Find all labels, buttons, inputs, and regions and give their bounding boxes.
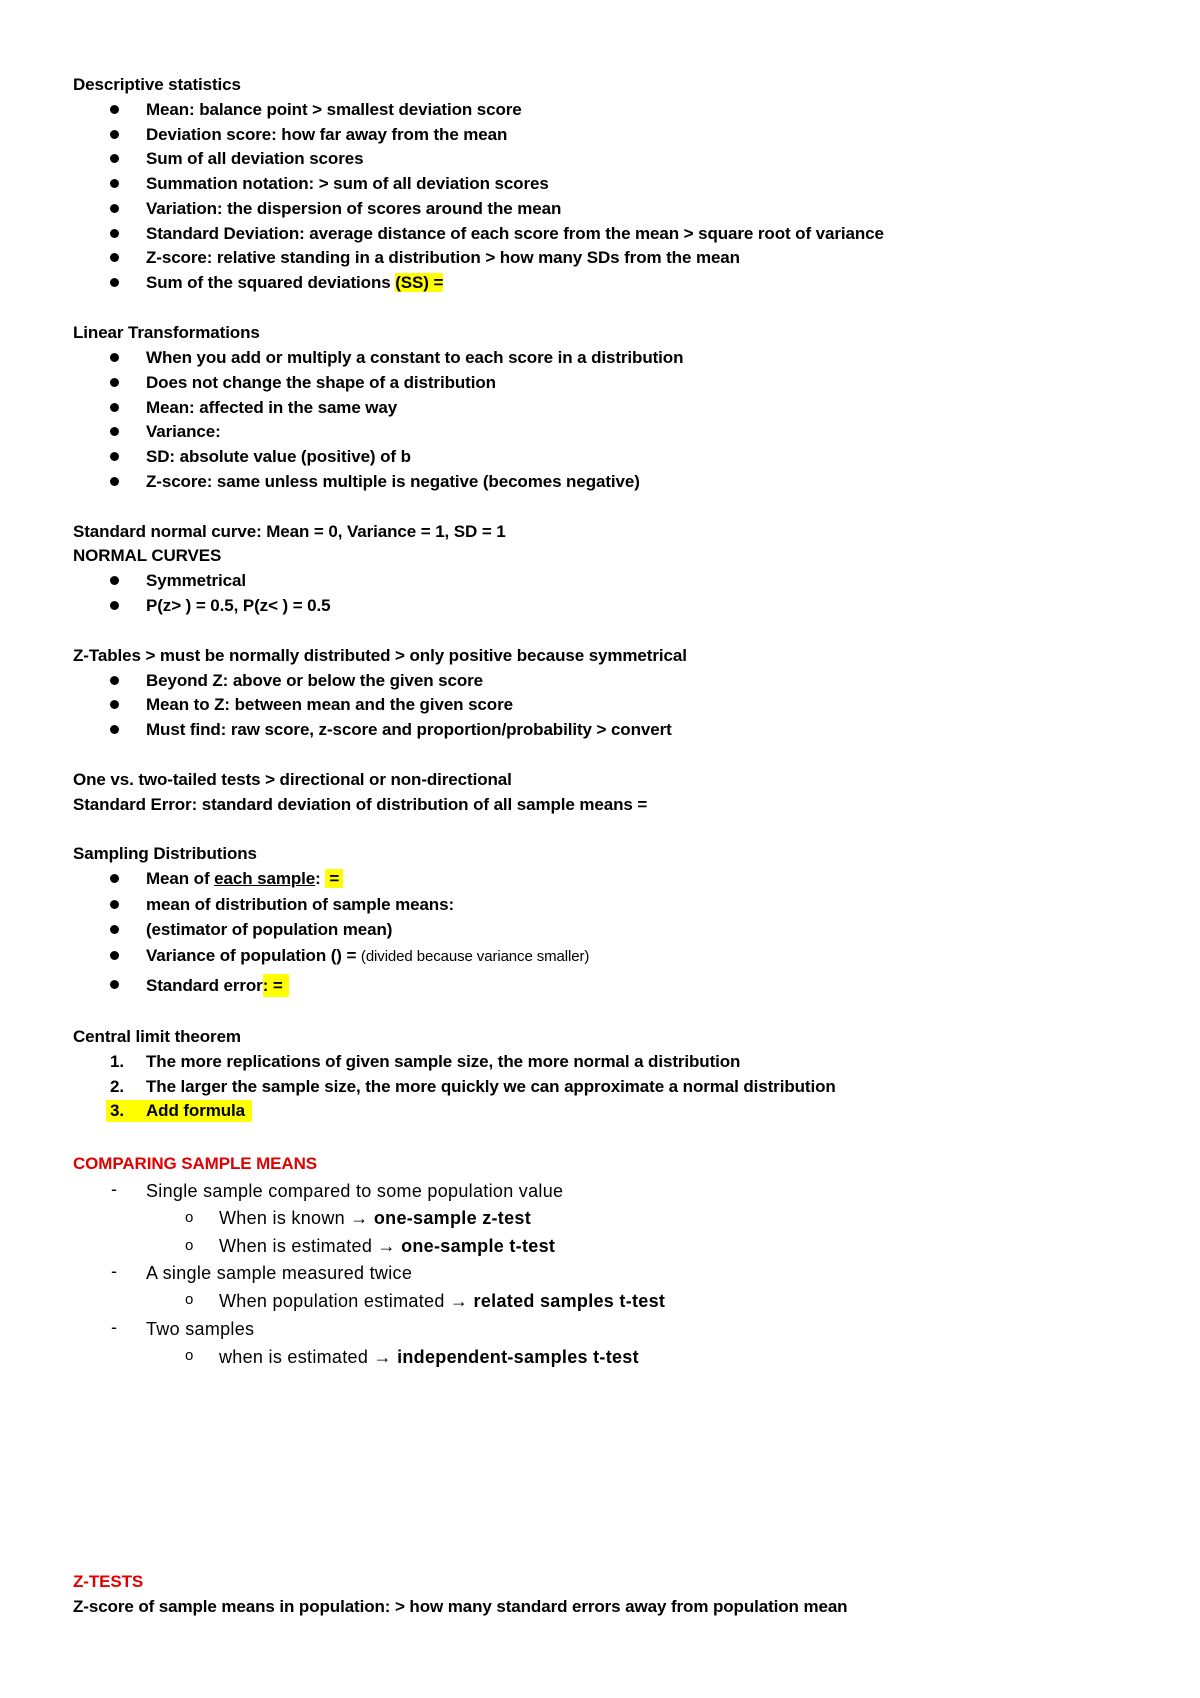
list-item: Summation notation: > sum of all deviation scores <box>146 174 549 193</box>
bullet-icon <box>110 130 119 139</box>
heading-descriptive-statistics: Descriptive statistics <box>73 75 241 94</box>
bullet-icon <box>110 403 119 412</box>
dash-bullet: - <box>111 1261 118 1281</box>
bullet-icon <box>110 378 119 387</box>
bullet-icon <box>110 179 119 188</box>
circle-bullet: o <box>185 1237 194 1254</box>
list-item: Sum of all deviation scores <box>146 149 364 168</box>
bullet-icon <box>110 105 119 114</box>
dash-bullet: - <box>111 1317 118 1337</box>
list-item: When you add or multiply a constant to each score in a distribution <box>146 348 684 367</box>
sub-item-text: When is known → <box>219 1208 374 1228</box>
bullet-icon <box>110 951 119 960</box>
bullet-icon <box>110 676 119 685</box>
list-item: Two samples <box>146 1319 255 1339</box>
list-number: 1. <box>110 1052 124 1071</box>
list-item: The more replications of given sample size, the more normal a distribution <box>146 1052 741 1071</box>
bullet-icon <box>110 874 119 883</box>
list-item: Z-score: same unless multiple is negative (becomes negative) <box>146 472 640 491</box>
standard-error-text: Standard error <box>146 976 263 995</box>
list-item: Deviation score: how far away from the mean <box>146 125 508 144</box>
test-name: independent-samples t-test <box>397 1347 639 1367</box>
heading-sampling-distributions: Sampling Distributions <box>73 844 257 863</box>
heading-central-limit-theorem: Central limit theorem <box>73 1027 241 1046</box>
list-item: Mean: affected in the same way <box>146 398 398 417</box>
list-item: P(z> ) = 0.5, P(z< ) = 0.5 <box>146 596 331 615</box>
list-item: Beyond Z: above or below the given score <box>146 671 484 690</box>
variance-text: Variance of population () = <box>146 946 361 965</box>
test-name: one-sample t-test <box>401 1236 556 1256</box>
sub-item-text: when is estimated → <box>219 1347 398 1367</box>
standard-normal-curve-line: Standard normal curve: Mean = 0, Variance = 1, SD = 1 <box>73 522 506 541</box>
bullet-icon <box>110 427 119 436</box>
z-score-sample-means-line: Z-score of sample means in population: > how many standard errors away from population mean <box>73 1597 848 1616</box>
bullet-icon <box>110 725 119 734</box>
bullet-icon <box>110 229 119 238</box>
bullet-icon <box>110 353 119 362</box>
list-item: Must find: raw score, z-score and proportion/probability > convert <box>146 720 672 739</box>
ss-text: Sum of the squared deviations <box>146 273 396 292</box>
list-item-one-sample-t <box>219 1235 555 1257</box>
list-item: Standard Deviation: average distance of each score from the mean > square root of variance <box>146 224 884 243</box>
list-number: 2. <box>110 1077 124 1096</box>
mean-each-colon: : <box>315 869 326 888</box>
test-name: related samples t-test <box>473 1291 666 1311</box>
standard-error-line: Standard Error: standard deviation of distribution of all sample means = <box>73 795 648 814</box>
bullet-icon <box>110 477 119 486</box>
heading-normal-curves: NORMAL CURVES <box>73 546 222 565</box>
variance-note: (divided because variance smaller) <box>360 948 590 965</box>
list-item-mean-each-sample <box>146 868 343 890</box>
circle-bullet: o <box>185 1347 194 1364</box>
list-item: (estimator of population mean) <box>146 920 393 939</box>
heading-comparing-sample-means: COMPARING SAMPLE MEANS <box>73 1154 317 1173</box>
list-item: SD: absolute value (positive) of b <box>146 447 411 466</box>
sub-item-text: When is estimated → <box>219 1236 402 1256</box>
bullet-icon <box>110 900 119 909</box>
bullet-icon <box>110 154 119 163</box>
each-sample-underlined: each sample <box>214 869 316 888</box>
list-item-variance-of-population <box>146 945 589 968</box>
list-number: 3. <box>110 1101 124 1120</box>
heading-linear-transformations: Linear Transformations <box>73 323 260 342</box>
test-name: one-sample z-test <box>373 1208 531 1228</box>
bullet-icon <box>110 980 119 989</box>
mean-each-highlight: = <box>325 869 343 888</box>
tails-line: One vs. two-tailed tests > directional or non-directional <box>73 770 512 789</box>
list-item-related-samples <box>219 1290 665 1312</box>
list-item-sum-of-squares <box>146 272 443 294</box>
list-item: Variance: <box>146 422 221 441</box>
bullet-icon <box>110 253 119 262</box>
list-item: Z-score: relative standing in a distribution > how many SDs from the mean <box>146 248 740 267</box>
bullet-icon <box>110 576 119 585</box>
list-item-independent-samples <box>219 1346 639 1368</box>
list-item-standard-error <box>146 973 289 999</box>
dash-bullet: - <box>111 1179 118 1199</box>
bullet-icon <box>110 925 119 934</box>
circle-bullet: o <box>185 1209 194 1226</box>
heading-z-tables: Z-Tables > must be normally distributed > only positive because symmetrical <box>73 646 687 665</box>
bullet-icon <box>110 204 119 213</box>
list-item: A single sample measured twice <box>146 1263 413 1283</box>
bullet-icon <box>110 278 119 287</box>
bullet-icon <box>110 452 119 461</box>
sub-item-text: When population estimated → <box>219 1291 474 1311</box>
bullet-icon <box>110 601 119 610</box>
list-item-one-sample-z <box>219 1207 531 1229</box>
standard-error-highlight: : = <box>263 974 289 997</box>
list-item: mean of distribution of sample means: <box>146 895 455 914</box>
add-formula-text: Add formula <box>146 1101 246 1120</box>
list-item: The larger the sample size, the more quickly we can approximate a normal distribution <box>146 1077 836 1096</box>
bullet-icon <box>110 700 119 709</box>
list-item: Single sample compared to some population value <box>146 1181 564 1201</box>
list-item: Does not change the shape of a distribution <box>146 373 496 392</box>
circle-bullet: o <box>185 1291 194 1308</box>
list-item: Symmetrical <box>146 571 247 590</box>
highlighted-list-item <box>106 1100 252 1122</box>
list-item: Mean to Z: between mean and the given score <box>146 695 513 714</box>
heading-z-tests: Z-TESTS <box>73 1572 144 1591</box>
list-item: Mean: balance point > smallest deviation score <box>146 100 522 119</box>
ss-highlight: (SS) = <box>395 273 444 292</box>
list-item: Variation: the dispersion of scores around the mean <box>146 199 562 218</box>
mean-each-prefix: Mean of <box>146 869 215 888</box>
